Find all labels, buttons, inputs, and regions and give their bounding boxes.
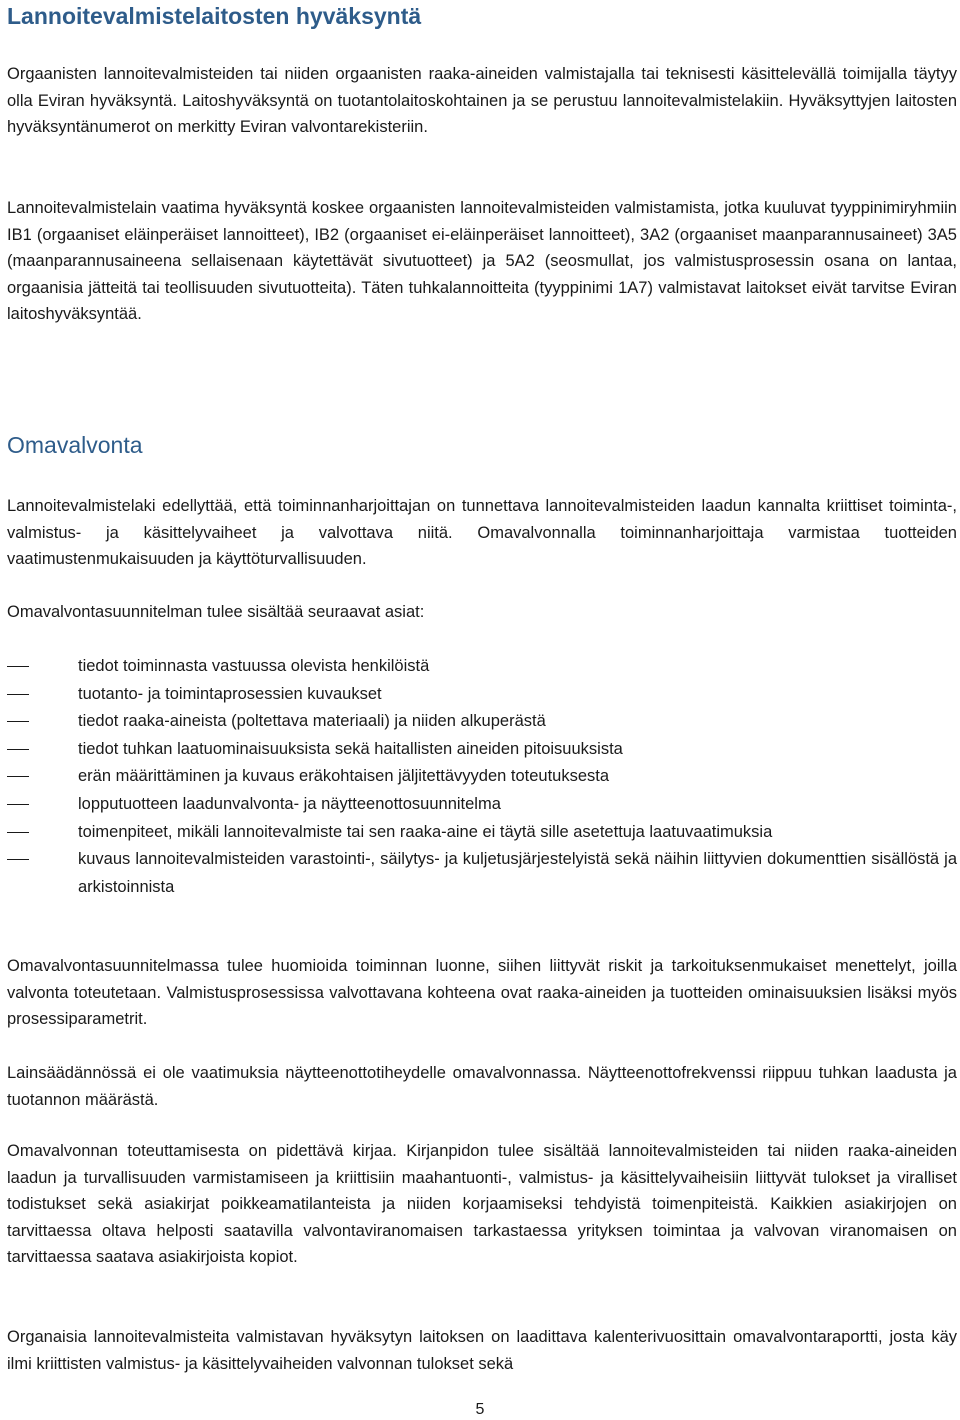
section-title-laitoshyvaksynta: Lannoitevalmistelaitosten hyväksyntä bbox=[7, 3, 422, 29]
paragraph-intro: Orgaanisten lannoitevalmisteiden tai niiden orgaanisten raaka-aineiden valmistajalla tai teknisesti käsittelevällä toimijalla täytyy olla Eviran hyväksyntä. Laitoshyväksyntä on tuotantolaitoskohtainen ja se perustuu lannoitevalmistelakiin. Hyväksyttyjen laitosten hyväksyntänumerot on merkitty Eviran valvontarekisteriin. bbox=[7, 65, 957, 137]
dash-bullet-icon bbox=[7, 666, 29, 667]
list-item bbox=[7, 653, 957, 681]
page-number: 5 bbox=[475, 1401, 485, 1418]
paragraph-omavalvontaraportti: Organaisia lannoitevalmisteita valmistavan hyväksytyn laitoksen on laadittava kalenterivuosittain omavalvontaraportti, josta käy ilmi kriittisten valmistus- ja käsittelyvaiheiden valvonnan tulokset sekä bbox=[7, 1328, 957, 1373]
list-item bbox=[7, 846, 957, 901]
dash-bullet-icon bbox=[7, 804, 29, 805]
list-item-text: erän määrittäminen ja kuvaus eräkohtaisen jäljitettävyyden toteutuksesta bbox=[78, 767, 610, 786]
paragraph-requirements: Lannoitevalmistelain vaatima hyväksyntä koskee orgaanisten lannoitevalmisteiden valmistamista, jotka kuuluvat tyyppinimiryhmiin IB1 (orgaaniset eläinperäiset lannoitteet), IB2 (orgaaniset ei-eläinperäiset lannoitteet), 3A2 (orgaaniset maanparannusaineet) 3A5 (maanparannusaineena sellaisenaan käytettävät sivutuotteet) ja 5A2 (seosmullat, jos valmistusprosessin osana on lantaa, orgaanisia jätteitä tai teollisuuden sivutuotteita). Täten tuhkalannoitteita (tyyppinimi 1A7) valmistavat laitokset eivät tarvitse Eviran laitoshyväksyntää. bbox=[7, 199, 957, 324]
list-item bbox=[7, 791, 957, 819]
dash-bullet-icon bbox=[7, 749, 29, 750]
document-page bbox=[7, 0, 957, 1373]
paragraph-omavalvonta-1: Lannoitevalmistelaki edellyttää, että toiminnanharjoittajan on tunnettava lannoitevalmisteiden laadun kannalta kriittiset toiminta-, valmistus- ja käsittelyvaiheet ja valvottava niitä. Omavalvonnalla toiminnanharjoittaja varmistaa tuotteiden vaatimustenmukaisuuden ja käyttöturvallisuuden. bbox=[7, 497, 957, 569]
dash-bullet-icon bbox=[7, 694, 29, 695]
list-item-text: lopputuotteen laadunvalvonta- ja näytteenottosuunnitelma bbox=[78, 794, 501, 813]
list-item-text: tiedot toiminnasta vastuussa olevista henkilöistä bbox=[78, 657, 430, 675]
requirements-list bbox=[7, 653, 957, 901]
paragraph-kirjanpito: Omavalvonnan toteuttamisesta on pidettävä kirjaa. Kirjanpidon tulee sisältää lannoitevalmisteiden tai niiden raaka-aineiden laadun ja turvallisuuden varmistamiseen ja kriittisiin maahantuonti-, valmistus- ja käsittelyvaiheisiin liittyvät tulokset ja viralliset todistukset sekä asiakirjat poikkeamatilanteista ja niiden korjaamiseksi tehdyistä toimenpiteistä. Kaikkien asiakirjojen on tarvittaessa oltava helposti saatavilla valvontaviranomaisen tarkastaessa yrityksen toimintaa ja valvovan viranomaisen on tarvittaessa saatava asiakirjoista kopiot. bbox=[7, 1142, 957, 1267]
list-item bbox=[7, 681, 957, 709]
dash-bullet-icon bbox=[7, 859, 29, 860]
section-title-omavalvonta: Omavalvonta bbox=[7, 432, 143, 458]
list-item bbox=[7, 736, 957, 764]
dash-bullet-icon bbox=[7, 832, 29, 833]
list-item bbox=[7, 708, 957, 736]
dash-bullet-icon bbox=[7, 721, 29, 722]
paragraph-omavalvonta-3: Omavalvontasuunnitelmassa tulee huomioida toiminnan luonne, siihen liittyvät riskit ja tarkoituksenmukaiset menettelyt, joilla valvonta toteutetaan. Valmistusprosessissa valvottavana kohteena ovat raaka-aineiden ja tuotteiden ominaisuuksien lisäksi myös prosessiparametrit. bbox=[7, 957, 957, 1029]
list-item bbox=[7, 763, 957, 791]
dash-bullet-icon bbox=[7, 776, 29, 777]
list-item-text: tuotanto- ja toimintaprosessien kuvaukset bbox=[78, 684, 382, 703]
list-item-text: tiedot raaka-aineista (poltettava materiaali) ja niiden alkuperästä bbox=[78, 712, 546, 731]
list-item bbox=[7, 819, 957, 847]
paragraph-omavalvonta-2: Omavalvontasuunnitelman tulee sisältää seuraavat asiat: bbox=[7, 603, 425, 621]
paragraph-lainsaadanto: Lainsäädännössä ei ole vaatimuksia näytteenottotiheydelle omavalvonnassa. Näytteenottofrekvenssi riippuu tuhkan laadusta ja tuotannon määrästä. bbox=[7, 1064, 957, 1109]
list-item-text: toimenpiteet, mikäli lannoitevalmiste tai sen raaka-aine ei täytä sille asetettuja laatuvaatimuksia bbox=[78, 822, 773, 841]
list-item-text: kuvaus lannoitevalmisteiden varastointi-, säilytys- ja kuljetusjärjestelyistä sekä näihin liittyvien dokumenttien sisällöstä ja arkistoinnista bbox=[78, 850, 957, 896]
list-item-text: tiedot tuhkan laatuominaisuuksista sekä haitallisten aineiden pitoisuuksista bbox=[78, 739, 623, 758]
